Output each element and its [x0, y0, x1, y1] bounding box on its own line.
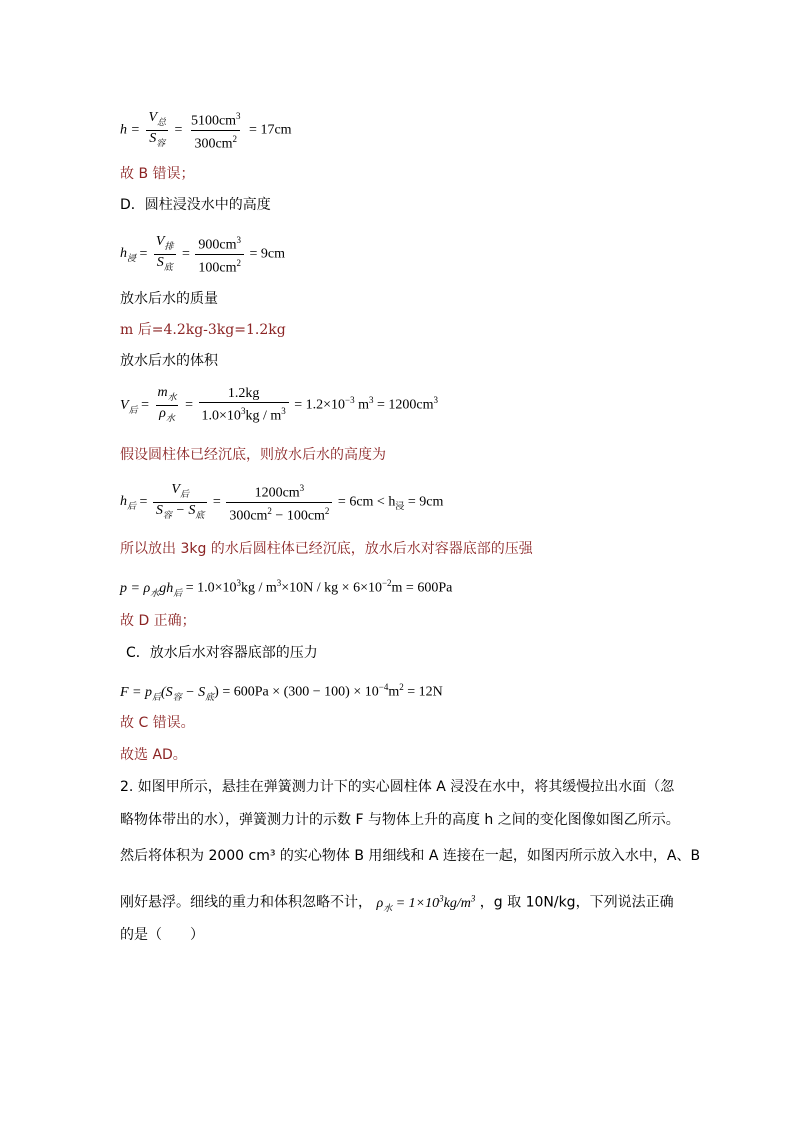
text-choose: 故选 AD。 — [120, 747, 187, 763]
text-assume: 假设圆柱体已经沉底，则放水后水的高度为 — [120, 447, 386, 463]
rho-water-expression: $\rho_水 = 1\times 10^3kg/m^3$ — [376, 893, 476, 913]
equation-immersed-height: $h_浸$ = $\frac{V_排}{S_底}$ = $\frac{900cm^3}{100cm^2}$ = 9cm — [120, 233, 286, 276]
eq2-frac2: $\frac{900cm^3}{100cm^2}$ — [195, 232, 244, 276]
eq3-frac2: $\frac{1.2kg}{1.0\times 10^3kg / m^3}$ — [199, 386, 289, 425]
question-2-line-5: 的是（ ） — [120, 927, 204, 943]
question-2-line-3: 然后将体积为 2000 cm³ 的实心物体 B 用细线和 A 连接在一起，如图丙所示放入水中，A、B — [120, 848, 701, 864]
eq1-rhs: = 17cm — [249, 122, 292, 138]
text-b-wrong: 故 B 错误； — [120, 166, 195, 182]
equation-pressure: $p = \rho_水gh_后 = 1.0\times 10^3kg / m^3\times 10N$ / kg × $6\times 10^{-2}m = 600Pa$ — [120, 578, 453, 598]
equation-height-total: h = $\frac{V_总}{S_容}$ = $\frac{5100cm^3}{300cm^2}$ = 17cm — [120, 109, 292, 152]
equation-height-after: $h_后$ = $\frac{V_后}{S_容 - S_底}$ = $\frac{1200cm^3}{300cm^2 - 100cm^2}$ = $6cm < h_浸 = 9cm$ — [120, 481, 444, 524]
text-c-wrong: 故 C 错误。 — [120, 715, 195, 731]
eq2-frac1: $\frac{V_排}{S_底}$ — [153, 234, 177, 275]
question-2-line-4: 刚好悬浮。细线的重力和体积忽略不计， $\rho_水 = 1\times 10^3kg/m^3$ ，g 取 10N/kg，下列说法正确 — [120, 893, 674, 913]
text-mass-value: m 后=4.2kg-3kg=1.2kg — [120, 322, 286, 338]
text-volume-heading: 放水后水的体积 — [120, 353, 218, 369]
eq1-frac2: $\frac{5100cm^3}{300cm^2}$ — [190, 111, 241, 152]
eq3-frac1: $\frac{m_水}{\rho_水}$ — [154, 385, 179, 426]
text-so-conclusion: 所以放出 3kg 的水后圆柱体已经沉底，放水后水对容器底部的压强 — [120, 541, 533, 557]
eq1-frac1: $\frac{V_总}{S_容}$ — [145, 110, 169, 151]
eq4-frac1: $\frac{V_后}{S_容 - S_底}$ — [153, 482, 207, 523]
text-c-heading: C．放水后水对容器底部的压力 — [126, 645, 318, 661]
question-2-line-1: 2. 如图甲所示，悬挂在弹簧测力计下的实心圆柱体 A 浸没在水中，将其缓慢拉出水面（忽 — [120, 779, 675, 795]
text-mass-heading: 放水后水的质量 — [120, 291, 218, 307]
text-d-right: 故 D 正确； — [120, 613, 196, 629]
eq4-frac2: $\frac{1200cm^3}{300cm^2 - 100cm^2}$ — [226, 480, 332, 524]
equation-volume-after: $V_后$ = $\frac{m_水}{\rho_水}$ = $\frac{1.2kg}{1.0\times 10^3kg / m^3}$ = $1.2\times 10^{-3}$ $m^3 = 1200cm^3$ — [120, 385, 438, 424]
equation-force: $F = p_后(S_容 - S_底) = 600Pa \times (300 - 100) \times 10^{-4}m^2 = 12N$ — [120, 682, 443, 702]
text-d-heading: D．圆柱浸没水中的高度 — [120, 197, 271, 213]
eq1-lhs: h = — [120, 122, 140, 138]
question-2-line-2: 略物体带出的水），弹簧测力计的示数 F 与物体上升的高度 h 之间的变化图像如图乙所示。 — [120, 812, 680, 828]
